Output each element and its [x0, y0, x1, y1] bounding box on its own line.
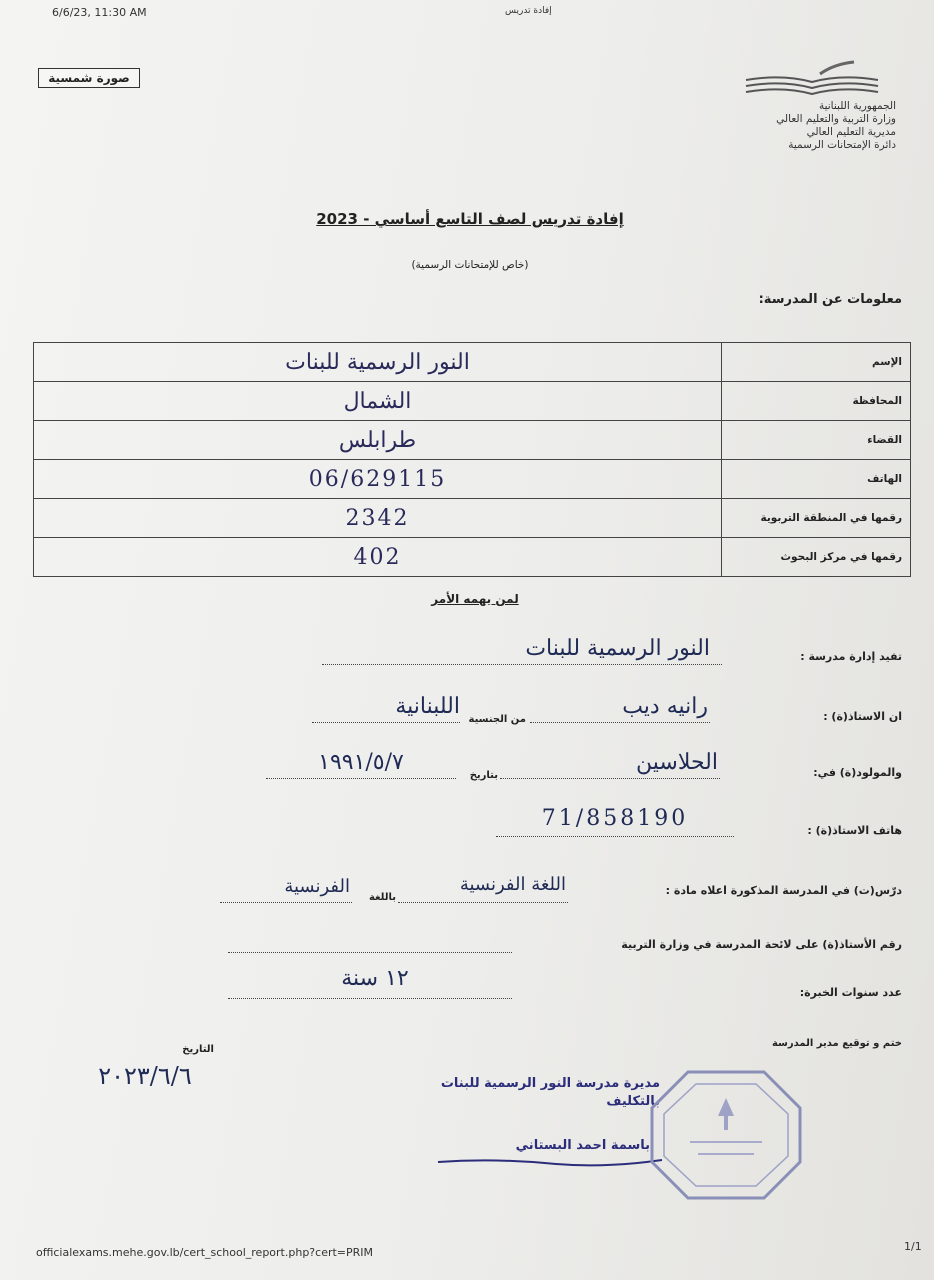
- table-row: [34, 421, 911, 460]
- print-timestamp: 6/6/23, 11:30 AM: [52, 6, 147, 19]
- years-dotted-line: [228, 998, 512, 999]
- row-value: 402: [34, 538, 722, 577]
- ministry-line-3: مديرية التعليم العالي: [806, 126, 896, 138]
- row-label: الهاتف: [722, 460, 911, 499]
- print-page-title: إفادة تدريس: [505, 6, 552, 16]
- signature-name: باسمة احمد البستاني: [515, 1138, 650, 1153]
- phone-label: هاتف الاستاذ(ة) :: [807, 824, 902, 837]
- nationality-value: اللبنانية: [395, 694, 460, 719]
- ministry-line-4: دائرة الإمتحانات الرسمية: [788, 139, 896, 151]
- admin-label: تفيد إدارة مدرسة :: [800, 650, 902, 663]
- born-dotted-line: [500, 778, 720, 779]
- born-value: الحلاسين: [636, 750, 718, 775]
- nationality-dotted-line: [312, 722, 460, 723]
- admin-value: النور الرسمية للبنات: [525, 636, 710, 661]
- teacher-value: رانيه ديب: [622, 694, 708, 719]
- table-row: [34, 538, 911, 577]
- teacher-label: ان الاستاذ(ة) :: [823, 710, 902, 723]
- ministry-line-1: الجمهورية اللبنانية: [818, 100, 896, 112]
- ministry-number-label: رقم الأستاذ(ة) على لائحة المدرسة في وزارة التربية: [621, 938, 902, 951]
- signature-line-1: مديرة مدرسة النور الرسمية للبنات: [440, 1076, 660, 1091]
- years-value: ١٢ سنة: [341, 966, 409, 991]
- row-label: الإسم: [722, 343, 911, 382]
- born-label: والمولود(ة) في:: [813, 766, 902, 779]
- document-subtitle: (خاص للإمتحانات الرسمية): [411, 259, 529, 271]
- language-value: الفرنسية: [284, 876, 350, 897]
- birth-date-value: ١٩٩١/٥/٧: [318, 750, 404, 775]
- school-stamp: [648, 1068, 804, 1202]
- row-label: القضاء: [722, 421, 911, 460]
- ministry-book-logo: [742, 60, 882, 104]
- signature-block: [440, 1075, 660, 1111]
- photo-box: صورة شمسية: [38, 68, 140, 88]
- row-label: رقمها في المنطقة التربوية: [722, 499, 911, 538]
- ministry-line-2: وزارة التربية والتعليم العالي: [776, 113, 896, 125]
- row-label: رقمها في مركز البحوث: [722, 538, 911, 577]
- ministry-header: [700, 100, 896, 152]
- date-field-value: ٢٠٢٣/٦/٦: [98, 1062, 192, 1090]
- signature-line-2: بالتكليف: [606, 1094, 660, 1109]
- school-info-heading: معلومات عن المدرسة:: [758, 292, 902, 307]
- stamp-signature-label: ختم و توقيع مدير المدرسة: [771, 1038, 902, 1049]
- table-row: [34, 343, 911, 382]
- table-row: [34, 499, 911, 538]
- row-value: طرابلس: [34, 421, 722, 460]
- footer-url: officialexams.mehe.gov.lb/cert_school_report.php?cert=PRIM: [36, 1246, 374, 1259]
- row-label: المحافظة: [722, 382, 911, 421]
- table-row: [34, 382, 911, 421]
- date-label: بتاريخ: [469, 770, 498, 781]
- school-info-table: [33, 342, 911, 577]
- row-value: 2342: [34, 499, 722, 538]
- phone-value: 71/858190: [541, 806, 689, 831]
- teaches-label: درّس(ت) في المدرسة المذكورة اعلاه مادة :: [665, 884, 902, 897]
- subject-value: اللغة الفرنسية: [459, 874, 566, 895]
- date-dotted-line: [266, 778, 456, 779]
- signature-stroke: [436, 1152, 666, 1174]
- phone-dotted-line: [496, 836, 734, 837]
- row-value: النور الرسمية للبنات: [34, 343, 722, 382]
- row-value: 06/629115: [34, 460, 722, 499]
- language-label: باللغة: [368, 892, 396, 903]
- admin-dotted-line: [322, 664, 722, 665]
- nationality-label: من الجنسية: [468, 714, 526, 725]
- language-dotted-line: [220, 902, 352, 903]
- row-value: الشمال: [34, 382, 722, 421]
- years-label: عدد سنوات الخبرة:: [799, 986, 902, 999]
- teacher-dotted-line: [530, 722, 710, 723]
- to-whom-heading: لمن يهمه الأمر: [431, 592, 519, 606]
- date-field-label: التاريخ: [182, 1044, 214, 1055]
- document-title: إفادة تدريس لصف التاسع أساسي - 2023: [316, 210, 624, 228]
- subject-dotted-line: [398, 902, 568, 903]
- table-row: [34, 460, 911, 499]
- ministry-number-dotted-line: [228, 952, 512, 953]
- footer-page-number: 1/1: [904, 1240, 922, 1253]
